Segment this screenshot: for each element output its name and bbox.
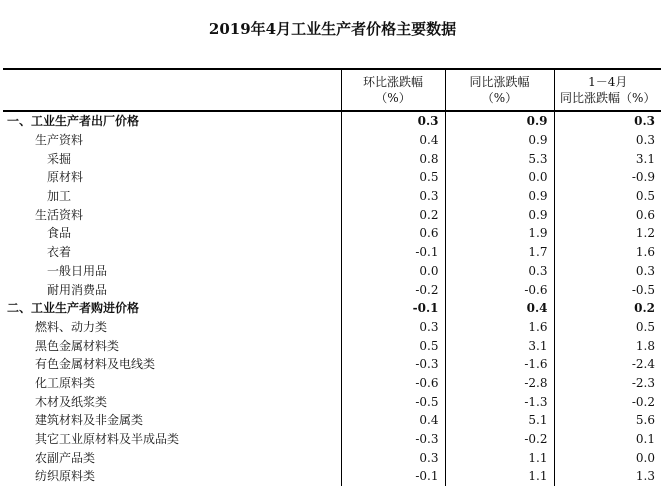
row-label: 原材料: [47, 170, 84, 185]
row-label: 纺织原料类: [35, 469, 96, 484]
row-ytd: 3.1: [554, 149, 661, 168]
row-mom: 0.6: [341, 224, 445, 243]
table-row: [3, 131, 661, 150]
row-ytd: 5.6: [554, 411, 661, 430]
table-row: [3, 243, 661, 262]
row-ytd: 0.5: [554, 318, 661, 337]
row-ytd: 0.2: [554, 299, 661, 318]
price-data-table: [3, 68, 661, 486]
header-mom: [341, 69, 445, 111]
row-yoy: 1.7: [445, 243, 554, 262]
row-label: 耐用消费品: [47, 282, 108, 297]
row-yoy: 0.9: [445, 205, 554, 224]
table-row: [3, 430, 661, 449]
header-yoy-line1: 同比涨跌幅: [469, 75, 530, 89]
row-yoy: -1.6: [445, 355, 554, 374]
row-ytd: 1.2: [554, 224, 661, 243]
table-row: [3, 205, 661, 224]
header-ytd: [554, 69, 661, 111]
row-ytd: -2.3: [554, 374, 661, 393]
header-mom-line1: 环比涨跌幅: [362, 75, 423, 89]
row-mom: 0.3: [341, 448, 445, 467]
row-ytd: 0.3: [554, 131, 661, 150]
row-label: 有色金属材料及电线类: [35, 357, 156, 372]
header-ytd-line1: 1－4月: [588, 75, 628, 89]
row-label: 其它工业原材料及半成品类: [35, 432, 180, 447]
row-mom: 0.5: [341, 336, 445, 355]
row-label: 生活资料: [35, 207, 84, 222]
table-row: [3, 149, 661, 168]
row-yoy: 3.1: [445, 336, 554, 355]
table-row: [3, 336, 661, 355]
row-yoy: 1.1: [445, 467, 554, 486]
row-yoy: -2.8: [445, 374, 554, 393]
row-mom: -0.1: [341, 299, 445, 318]
row-ytd: -0.9: [554, 168, 661, 187]
table-row: [3, 392, 661, 411]
row-mom: -0.2: [341, 280, 445, 299]
row-label: 采掘: [47, 151, 72, 166]
row-yoy: 0.0: [445, 168, 554, 187]
row-mom: -0.3: [341, 430, 445, 449]
row-mom: -0.3: [341, 355, 445, 374]
row-yoy: -0.6: [445, 280, 554, 299]
row-yoy: 5.3: [445, 149, 554, 168]
row-yoy: 1.1: [445, 448, 554, 467]
row-ytd: 1.3: [554, 467, 661, 486]
row-yoy: 0.3: [445, 262, 554, 281]
row-yoy: -0.2: [445, 430, 554, 449]
row-label: 燃料、动力类: [35, 319, 108, 334]
row-label: 一般日用品: [47, 263, 108, 278]
header-blank: [3, 69, 341, 111]
row-label: 衣着: [47, 245, 72, 260]
row-label: 二、工业生产者购进价格: [7, 301, 140, 316]
table-row: [3, 448, 661, 467]
header-mom-line2: （%）: [375, 91, 411, 105]
table-row: [3, 280, 661, 299]
row-mom: 0.5: [341, 168, 445, 187]
row-label: 生产资料: [35, 133, 84, 148]
row-label: 一、工业生产者出厂价格: [7, 114, 140, 129]
table-row: [3, 168, 661, 187]
row-ytd: -2.4: [554, 355, 661, 374]
row-yoy: 1.9: [445, 224, 554, 243]
row-mom: 0.8: [341, 149, 445, 168]
row-ytd: 0.0: [554, 448, 661, 467]
row-yoy: -1.3: [445, 392, 554, 411]
row-mom: 0.4: [341, 131, 445, 150]
row-ytd: 0.3: [554, 111, 661, 131]
row-label: 农副产品类: [35, 450, 96, 465]
row-mom: 0.3: [341, 318, 445, 337]
row-yoy: 0.9: [445, 111, 554, 131]
row-mom: 0.2: [341, 205, 445, 224]
header-ytd-line2: 同比涨跌幅（%）: [560, 91, 656, 105]
row-label: 加工: [47, 189, 72, 204]
header-yoy: [445, 69, 554, 111]
table-row: [3, 262, 661, 281]
row-label: 化工原料类: [35, 375, 96, 390]
row-mom: 0.3: [341, 111, 445, 131]
row-mom: -0.1: [341, 467, 445, 486]
row-mom: -0.1: [341, 243, 445, 262]
row-ytd: -0.2: [554, 392, 661, 411]
header-yoy-line2: （%）: [481, 91, 518, 105]
row-mom: -0.6: [341, 374, 445, 393]
row-mom: -0.5: [341, 392, 445, 411]
table-row: [3, 299, 661, 318]
row-label: 木材及纸浆类: [35, 394, 108, 409]
page-title: 2019年4月工业生产者价格主要数据: [208, 20, 457, 38]
row-yoy: 0.9: [445, 187, 554, 206]
table-header-row: [3, 69, 661, 111]
table-row: [3, 467, 661, 486]
row-mom: 0.4: [341, 411, 445, 430]
row-ytd: 0.3: [554, 262, 661, 281]
table-row: [3, 187, 661, 206]
row-ytd: 0.6: [554, 205, 661, 224]
row-label: 黑色金属材料类: [35, 338, 120, 353]
table-row: [3, 374, 661, 393]
row-ytd: 0.1: [554, 430, 661, 449]
row-yoy: 0.9: [445, 131, 554, 150]
row-mom: 0.3: [341, 187, 445, 206]
row-ytd: 1.8: [554, 336, 661, 355]
table-row: [3, 411, 661, 430]
table-row: [3, 224, 661, 243]
table-row: [3, 355, 661, 374]
row-mom: 0.0: [341, 262, 445, 281]
row-label: 建筑材料及非金属类: [35, 413, 144, 428]
row-ytd: 0.5: [554, 187, 661, 206]
row-ytd: -0.5: [554, 280, 661, 299]
row-yoy: 1.6: [445, 318, 554, 337]
row-yoy: 0.4: [445, 299, 554, 318]
row-ytd: 1.6: [554, 243, 661, 262]
table-row: [3, 111, 661, 131]
row-label: 食品: [47, 226, 72, 241]
table-row: [3, 318, 661, 337]
row-yoy: 5.1: [445, 411, 554, 430]
